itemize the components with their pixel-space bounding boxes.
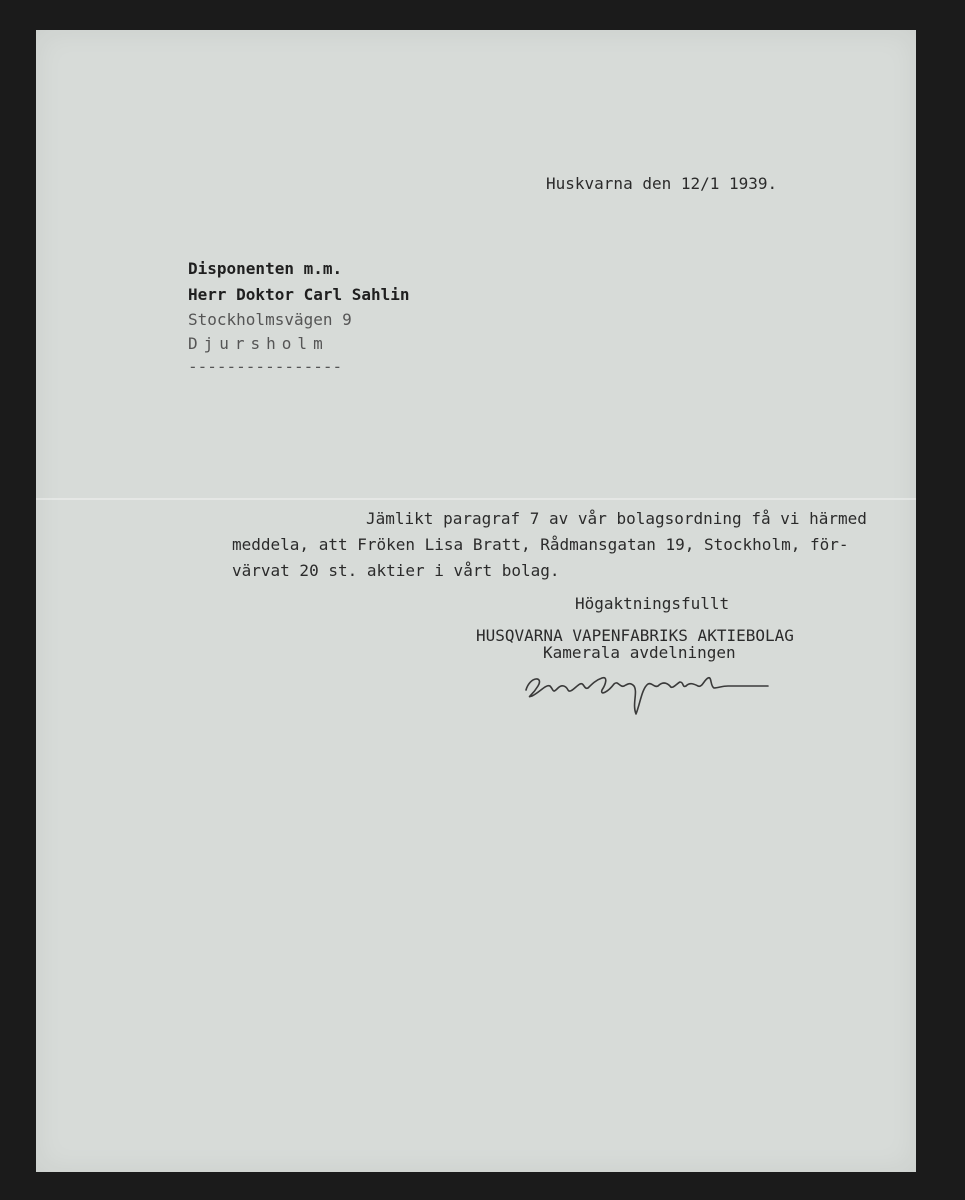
paper-fold bbox=[36, 498, 916, 500]
department: Kamerala avdelningen bbox=[543, 643, 736, 662]
company-name: HUSQVARNA VAPENFABRIKS AKTIEBOLAG bbox=[476, 626, 794, 645]
body-line-3: värvat 20 st. aktier i vårt bolag. bbox=[232, 561, 560, 580]
recipient-underline: ---------------- bbox=[188, 357, 343, 376]
place-date: Huskvarna den 12/1 1939. bbox=[546, 174, 778, 193]
handwritten-signature bbox=[522, 670, 772, 720]
recipient-title: Disponenten m.m. bbox=[188, 259, 343, 278]
recipient-street: Stockholmsvägen 9 bbox=[188, 310, 352, 329]
body-line-1: Jämlikt paragraf 7 av vår bolagsordning få vi härmed bbox=[366, 509, 867, 528]
closing: Högaktningsfullt bbox=[575, 594, 730, 613]
recipient-name: Herr Doktor Carl Sahlin bbox=[188, 285, 410, 304]
letter-page bbox=[36, 30, 916, 1172]
recipient-city: Djursholm bbox=[188, 334, 329, 353]
body-line-2: meddela, att Fröken Lisa Bratt, Rådmansgatan 19, Stockholm, för- bbox=[232, 535, 849, 554]
